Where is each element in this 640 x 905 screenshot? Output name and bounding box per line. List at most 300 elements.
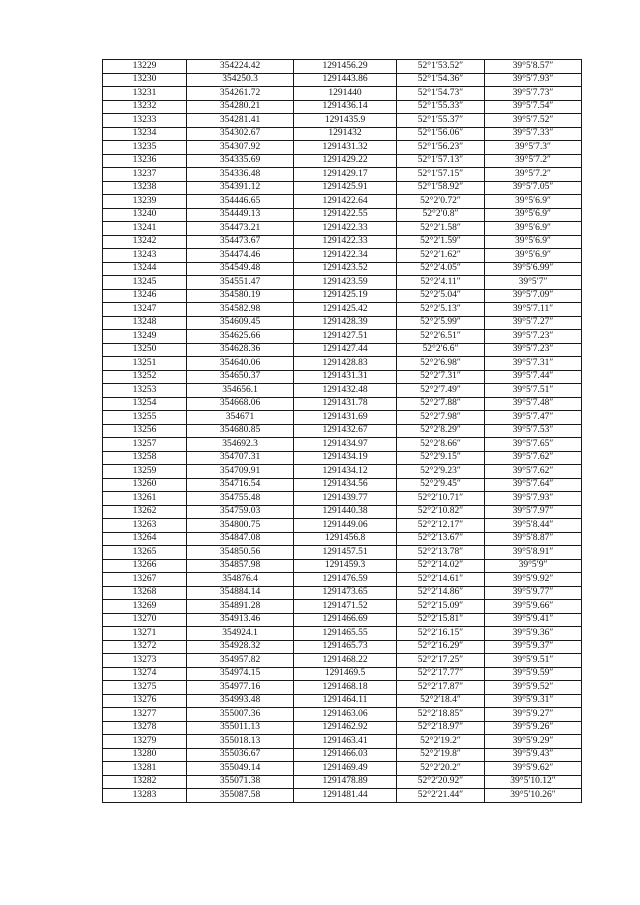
table-row (103, 249, 582, 263)
table-row (103, 330, 582, 344)
longitude-cell: 39°5′6.9″ (485, 222, 582, 236)
x-coordinate-cell: 354625.66 (187, 330, 294, 344)
coordinate-table-body (103, 60, 582, 803)
point-number-cell: 13270 (103, 613, 187, 627)
latitude-cell: 52°2′7.49″ (397, 384, 485, 398)
longitude-cell: 39°5′8.44″ (485, 519, 582, 533)
table-row (103, 154, 582, 168)
y-coordinate-cell: 1291459.3 (294, 559, 397, 573)
latitude-cell: 52°2′4.11″ (397, 276, 485, 290)
y-coordinate-cell: 1291465.73 (294, 640, 397, 654)
point-number-cell: 13229 (103, 60, 187, 74)
y-coordinate-cell: 1291466.03 (294, 748, 397, 762)
latitude-cell: 52°2′12.17″ (397, 519, 485, 533)
longitude-cell: 39°5′7.11″ (485, 303, 582, 317)
y-coordinate-cell: 1291427.51 (294, 330, 397, 344)
latitude-cell: 52°2′20.2″ (397, 762, 485, 776)
latitude-cell: 52°2′9.23″ (397, 465, 485, 479)
latitude-cell: 52°2′4.05″ (397, 262, 485, 276)
table-row (103, 532, 582, 546)
table-row (103, 627, 582, 641)
x-coordinate-cell: 354473.21 (187, 222, 294, 236)
point-number-cell: 13261 (103, 492, 187, 506)
table-row (103, 222, 582, 236)
point-number-cell: 13239 (103, 195, 187, 209)
point-number-cell: 13257 (103, 438, 187, 452)
y-coordinate-cell: 1291468.22 (294, 654, 397, 668)
point-number-cell: 13269 (103, 600, 187, 614)
point-number-cell: 13272 (103, 640, 187, 654)
point-number-cell: 13277 (103, 708, 187, 722)
table-row (103, 492, 582, 506)
latitude-cell: 52°2′7.98″ (397, 411, 485, 425)
table-row (103, 519, 582, 533)
longitude-cell: 39°5′8.91″ (485, 546, 582, 560)
y-coordinate-cell: 1291423.59 (294, 276, 397, 290)
table-row (103, 654, 582, 668)
y-coordinate-cell: 1291432.67 (294, 424, 397, 438)
point-number-cell: 13231 (103, 87, 187, 101)
y-coordinate-cell: 1291422.34 (294, 249, 397, 263)
latitude-cell: 52°2′8.66″ (397, 438, 485, 452)
point-number-cell: 13246 (103, 289, 187, 303)
x-coordinate-cell: 354446.65 (187, 195, 294, 209)
latitude-cell: 52°1′57.15″ (397, 168, 485, 182)
longitude-cell: 39°5′10.12″ (485, 775, 582, 789)
latitude-cell: 52°1′57.13″ (397, 154, 485, 168)
point-number-cell: 13274 (103, 667, 187, 681)
table-row (103, 789, 582, 803)
latitude-cell: 52°2′15.81″ (397, 613, 485, 627)
point-number-cell: 13278 (103, 721, 187, 735)
latitude-cell: 52°1′56.23″ (397, 141, 485, 155)
longitude-cell: 39°5′7.64″ (485, 478, 582, 492)
y-coordinate-cell: 1291431.32 (294, 141, 397, 155)
x-coordinate-cell: 355049.14 (187, 762, 294, 776)
y-coordinate-cell: 1291471.52 (294, 600, 397, 614)
longitude-cell: 39°5′9.27″ (485, 708, 582, 722)
latitude-cell: 52°2′6.6″ (397, 343, 485, 357)
latitude-cell: 52°1′55.37″ (397, 114, 485, 128)
y-coordinate-cell: 1291463.06 (294, 708, 397, 722)
y-coordinate-cell: 1291439.77 (294, 492, 397, 506)
x-coordinate-cell: 354302.67 (187, 127, 294, 141)
longitude-cell: 39°5′9.43″ (485, 748, 582, 762)
latitude-cell: 52°2′1.58″ (397, 222, 485, 236)
y-coordinate-cell: 1291434.19 (294, 451, 397, 465)
x-coordinate-cell: 354640.06 (187, 357, 294, 371)
point-number-cell: 13234 (103, 127, 187, 141)
point-number-cell: 13264 (103, 532, 187, 546)
point-number-cell: 13275 (103, 681, 187, 695)
longitude-cell: 39°5′7.23″ (485, 330, 582, 344)
longitude-cell: 39°5′6.9″ (485, 195, 582, 209)
latitude-cell: 52°2′7.88″ (397, 397, 485, 411)
x-coordinate-cell: 354473.67 (187, 235, 294, 249)
table-row (103, 235, 582, 249)
point-number-cell: 13245 (103, 276, 187, 290)
y-coordinate-cell: 1291425.19 (294, 289, 397, 303)
y-coordinate-cell: 1291429.17 (294, 168, 397, 182)
x-coordinate-cell: 354993.48 (187, 694, 294, 708)
x-coordinate-cell: 354891.28 (187, 600, 294, 614)
y-coordinate-cell: 1291469.49 (294, 762, 397, 776)
table-row (103, 114, 582, 128)
longitude-cell: 39°5′9.41″ (485, 613, 582, 627)
longitude-cell: 39°5′7.31″ (485, 357, 582, 371)
y-coordinate-cell: 1291423.52 (294, 262, 397, 276)
longitude-cell: 39°5′6.9″ (485, 208, 582, 222)
longitude-cell: 39°5′8.57″ (485, 60, 582, 74)
longitude-cell: 39°5′9.92″ (485, 573, 582, 587)
longitude-cell: 39°5′7.09″ (485, 289, 582, 303)
x-coordinate-cell: 354847.08 (187, 532, 294, 546)
y-coordinate-cell: 1291463.41 (294, 735, 397, 749)
longitude-cell: 39°5′9.37″ (485, 640, 582, 654)
table-row (103, 465, 582, 479)
table-row (103, 681, 582, 695)
y-coordinate-cell: 1291431.69 (294, 411, 397, 425)
table-row (103, 775, 582, 789)
y-coordinate-cell: 1291469.5 (294, 667, 397, 681)
latitude-cell: 52°2′16.15″ (397, 627, 485, 641)
y-coordinate-cell: 1291436.14 (294, 100, 397, 114)
latitude-cell: 52°2′10.82″ (397, 505, 485, 519)
x-coordinate-cell: 354582.98 (187, 303, 294, 317)
longitude-cell: 39°5′7.3″ (485, 141, 582, 155)
longitude-cell: 39°5′7.23″ (485, 343, 582, 357)
y-coordinate-cell: 1291425.42 (294, 303, 397, 317)
x-coordinate-cell: 354857.98 (187, 559, 294, 573)
y-coordinate-cell: 1291456.29 (294, 60, 397, 74)
longitude-cell: 39°5′9.66″ (485, 600, 582, 614)
table-row (103, 73, 582, 87)
y-coordinate-cell: 1291462.92 (294, 721, 397, 735)
table-row (103, 613, 582, 627)
x-coordinate-cell: 354850.56 (187, 546, 294, 560)
latitude-cell: 52°2′17.77″ (397, 667, 485, 681)
latitude-cell: 52°2′21.44″ (397, 789, 485, 803)
y-coordinate-cell: 1291434.97 (294, 438, 397, 452)
x-coordinate-cell: 354977.16 (187, 681, 294, 695)
longitude-cell: 39°5′7.33″ (485, 127, 582, 141)
table-row (103, 721, 582, 735)
table-row (103, 708, 582, 722)
x-coordinate-cell: 354974.15 (187, 667, 294, 681)
point-number-cell: 13233 (103, 114, 187, 128)
y-coordinate-cell: 1291429.22 (294, 154, 397, 168)
table-row (103, 667, 582, 681)
x-coordinate-cell: 354336.48 (187, 168, 294, 182)
longitude-cell: 39°5′7.48″ (485, 397, 582, 411)
table-row (103, 478, 582, 492)
y-coordinate-cell: 1291432 (294, 127, 397, 141)
longitude-cell: 39°5′9.36″ (485, 627, 582, 641)
table-row (103, 181, 582, 195)
y-coordinate-cell: 1291425.91 (294, 181, 397, 195)
x-coordinate-cell: 354928.32 (187, 640, 294, 654)
latitude-cell: 52°2′14.86″ (397, 586, 485, 600)
y-coordinate-cell: 1291422.33 (294, 222, 397, 236)
latitude-cell: 52°2′19.2″ (397, 735, 485, 749)
x-coordinate-cell: 354924.1 (187, 627, 294, 641)
y-coordinate-cell: 1291476.59 (294, 573, 397, 587)
point-number-cell: 13247 (103, 303, 187, 317)
latitude-cell: 52°2′16.29″ (397, 640, 485, 654)
point-number-cell: 13253 (103, 384, 187, 398)
table-row (103, 208, 582, 222)
table-row (103, 411, 582, 425)
longitude-cell: 39°5′7.05″ (485, 181, 582, 195)
latitude-cell: 52°2′6.98″ (397, 357, 485, 371)
point-number-cell: 13252 (103, 370, 187, 384)
point-number-cell: 13255 (103, 411, 187, 425)
x-coordinate-cell: 354707.31 (187, 451, 294, 465)
latitude-cell: 52°2′19.8″ (397, 748, 485, 762)
point-number-cell: 13276 (103, 694, 187, 708)
table-row (103, 343, 582, 357)
table-row (103, 60, 582, 74)
longitude-cell: 39°5′7.62″ (485, 465, 582, 479)
x-coordinate-cell: 354656.1 (187, 384, 294, 398)
x-coordinate-cell: 354671 (187, 411, 294, 425)
y-coordinate-cell: 1291431.78 (294, 397, 397, 411)
latitude-cell: 52°2′17.87″ (397, 681, 485, 695)
x-coordinate-cell: 354650.37 (187, 370, 294, 384)
latitude-cell: 52°2′15.09″ (397, 600, 485, 614)
point-number-cell: 13230 (103, 73, 187, 87)
table-row (103, 640, 582, 654)
table-row (103, 303, 582, 317)
latitude-cell: 52°2′7.31″ (397, 370, 485, 384)
longitude-cell: 39°5′9.29″ (485, 735, 582, 749)
longitude-cell: 39°5′7.54″ (485, 100, 582, 114)
latitude-cell: 52°1′53.52″ (397, 60, 485, 74)
x-coordinate-cell: 354391.12 (187, 181, 294, 195)
x-coordinate-cell: 354755.48 (187, 492, 294, 506)
y-coordinate-cell: 1291428.39 (294, 316, 397, 330)
y-coordinate-cell: 1291422.33 (294, 235, 397, 249)
latitude-cell: 52°2′9.15″ (397, 451, 485, 465)
x-coordinate-cell: 354800.75 (187, 519, 294, 533)
table-row (103, 559, 582, 573)
point-number-cell: 13265 (103, 546, 187, 560)
x-coordinate-cell: 354261.72 (187, 87, 294, 101)
latitude-cell: 52°2′20.92″ (397, 775, 485, 789)
x-coordinate-cell: 354580.19 (187, 289, 294, 303)
y-coordinate-cell: 1291456.8 (294, 532, 397, 546)
x-coordinate-cell: 355007.36 (187, 708, 294, 722)
x-coordinate-cell: 355036.67 (187, 748, 294, 762)
table-row (103, 127, 582, 141)
x-coordinate-cell: 354957.82 (187, 654, 294, 668)
point-number-cell: 13243 (103, 249, 187, 263)
point-number-cell: 13242 (103, 235, 187, 249)
point-number-cell: 13281 (103, 762, 187, 776)
latitude-cell: 52°2′9.45″ (397, 478, 485, 492)
longitude-cell: 39°5′7.47″ (485, 411, 582, 425)
latitude-cell: 52°2′5.04″ (397, 289, 485, 303)
x-coordinate-cell: 355011.13 (187, 721, 294, 735)
x-coordinate-cell: 354474.46 (187, 249, 294, 263)
point-number-cell: 13283 (103, 789, 187, 803)
x-coordinate-cell: 354716.54 (187, 478, 294, 492)
longitude-cell: 39°5′7.53″ (485, 424, 582, 438)
longitude-cell: 39°5′6.99″ (485, 262, 582, 276)
longitude-cell: 39°5′7.2″ (485, 168, 582, 182)
latitude-cell: 52°1′54.73″ (397, 87, 485, 101)
y-coordinate-cell: 1291422.55 (294, 208, 397, 222)
x-coordinate-cell: 354884.14 (187, 586, 294, 600)
latitude-cell: 52°2′1.62″ (397, 249, 485, 263)
point-number-cell: 13241 (103, 222, 187, 236)
table-row (103, 276, 582, 290)
y-coordinate-cell: 1291443.86 (294, 73, 397, 87)
table-row (103, 573, 582, 587)
latitude-cell: 52°2′14.02″ (397, 559, 485, 573)
longitude-cell: 39°5′9.31″ (485, 694, 582, 708)
x-coordinate-cell: 354628.36 (187, 343, 294, 357)
table-row (103, 600, 582, 614)
table-row (103, 316, 582, 330)
longitude-cell: 39°5′8.87″ (485, 532, 582, 546)
table-row (103, 87, 582, 101)
x-coordinate-cell: 354551.47 (187, 276, 294, 290)
y-coordinate-cell: 1291434.12 (294, 465, 397, 479)
longitude-cell: 39°5′10.26″ (485, 789, 582, 803)
x-coordinate-cell: 354224.42 (187, 60, 294, 74)
longitude-cell: 39°5′9.26″ (485, 721, 582, 735)
point-number-cell: 13251 (103, 357, 187, 371)
point-number-cell: 13260 (103, 478, 187, 492)
latitude-cell: 52°2′0.72″ (397, 195, 485, 209)
latitude-cell: 52°2′17.25″ (397, 654, 485, 668)
point-number-cell: 13238 (103, 181, 187, 195)
longitude-cell: 39°5′7.93″ (485, 492, 582, 506)
longitude-cell: 39°5′7.73″ (485, 87, 582, 101)
table-row (103, 748, 582, 762)
x-coordinate-cell: 355071.38 (187, 775, 294, 789)
table-row (103, 195, 582, 209)
latitude-cell: 52°2′13.78″ (397, 546, 485, 560)
coordinate-table (102, 59, 582, 803)
y-coordinate-cell: 1291440 (294, 87, 397, 101)
table-row (103, 262, 582, 276)
x-coordinate-cell: 354549.48 (187, 262, 294, 276)
x-coordinate-cell: 354692.3 (187, 438, 294, 452)
x-coordinate-cell: 354250.3 (187, 73, 294, 87)
latitude-cell: 52°1′56.06″ (397, 127, 485, 141)
y-coordinate-cell: 1291478.89 (294, 775, 397, 789)
longitude-cell: 39°5′7.52″ (485, 114, 582, 128)
x-coordinate-cell: 354759.03 (187, 505, 294, 519)
longitude-cell: 39°5′6.9″ (485, 249, 582, 263)
table-row (103, 289, 582, 303)
latitude-cell: 52°1′54.36″ (397, 73, 485, 87)
point-number-cell: 13248 (103, 316, 187, 330)
y-coordinate-cell: 1291431.31 (294, 370, 397, 384)
table-row (103, 694, 582, 708)
y-coordinate-cell: 1291465.55 (294, 627, 397, 641)
y-coordinate-cell: 1291466.69 (294, 613, 397, 627)
point-number-cell: 13279 (103, 735, 187, 749)
x-coordinate-cell: 354307.92 (187, 141, 294, 155)
point-number-cell: 13254 (103, 397, 187, 411)
point-number-cell: 13244 (103, 262, 187, 276)
point-number-cell: 13258 (103, 451, 187, 465)
latitude-cell: 52°2′5.99″ (397, 316, 485, 330)
point-number-cell: 13268 (103, 586, 187, 600)
latitude-cell: 52°2′14.61″ (397, 573, 485, 587)
x-coordinate-cell: 354449.13 (187, 208, 294, 222)
longitude-cell: 39°5′9.59″ (485, 667, 582, 681)
longitude-cell: 39°5′7.2″ (485, 154, 582, 168)
y-coordinate-cell: 1291435.9 (294, 114, 397, 128)
longitude-cell: 39°5′7.97″ (485, 505, 582, 519)
table-row (103, 397, 582, 411)
longitude-cell: 39°5′9.51″ (485, 654, 582, 668)
y-coordinate-cell: 1291464.11 (294, 694, 397, 708)
x-coordinate-cell: 354680.85 (187, 424, 294, 438)
y-coordinate-cell: 1291432.48 (294, 384, 397, 398)
point-number-cell: 13256 (103, 424, 187, 438)
point-number-cell: 13263 (103, 519, 187, 533)
x-coordinate-cell: 354876.4 (187, 573, 294, 587)
table-row (103, 451, 582, 465)
y-coordinate-cell: 1291468.18 (294, 681, 397, 695)
longitude-cell: 39°5′9″ (485, 559, 582, 573)
point-number-cell: 13235 (103, 141, 187, 155)
table-row (103, 168, 582, 182)
point-number-cell: 13282 (103, 775, 187, 789)
table-row (103, 762, 582, 776)
y-coordinate-cell: 1291457.51 (294, 546, 397, 560)
longitude-cell: 39°5′7.51″ (485, 384, 582, 398)
y-coordinate-cell: 1291449.06 (294, 519, 397, 533)
x-coordinate-cell: 354668.06 (187, 397, 294, 411)
x-coordinate-cell: 355087.58 (187, 789, 294, 803)
latitude-cell: 52°2′6.51″ (397, 330, 485, 344)
x-coordinate-cell: 354609.45 (187, 316, 294, 330)
y-coordinate-cell: 1291473.65 (294, 586, 397, 600)
point-number-cell: 13259 (103, 465, 187, 479)
y-coordinate-cell: 1291440.38 (294, 505, 397, 519)
point-number-cell: 13280 (103, 748, 187, 762)
x-coordinate-cell: 354281.41 (187, 114, 294, 128)
point-number-cell: 13237 (103, 168, 187, 182)
table-row (103, 735, 582, 749)
point-number-cell: 13240 (103, 208, 187, 222)
table-row (103, 357, 582, 371)
longitude-cell: 39°5′6.9″ (485, 235, 582, 249)
longitude-cell: 39°5′7.44″ (485, 370, 582, 384)
table-row (103, 100, 582, 114)
table-row (103, 424, 582, 438)
point-number-cell: 13232 (103, 100, 187, 114)
longitude-cell: 39°5′9.52″ (485, 681, 582, 695)
point-number-cell: 13267 (103, 573, 187, 587)
y-coordinate-cell: 1291427.44 (294, 343, 397, 357)
longitude-cell: 39°5′9.62″ (485, 762, 582, 776)
x-coordinate-cell: 354709.91 (187, 465, 294, 479)
latitude-cell: 52°2′8.29″ (397, 424, 485, 438)
table-row (103, 438, 582, 452)
latitude-cell: 52°2′0.8″ (397, 208, 485, 222)
x-coordinate-cell: 355018.13 (187, 735, 294, 749)
table-row (103, 505, 582, 519)
y-coordinate-cell: 1291428.83 (294, 357, 397, 371)
x-coordinate-cell: 354335.69 (187, 154, 294, 168)
